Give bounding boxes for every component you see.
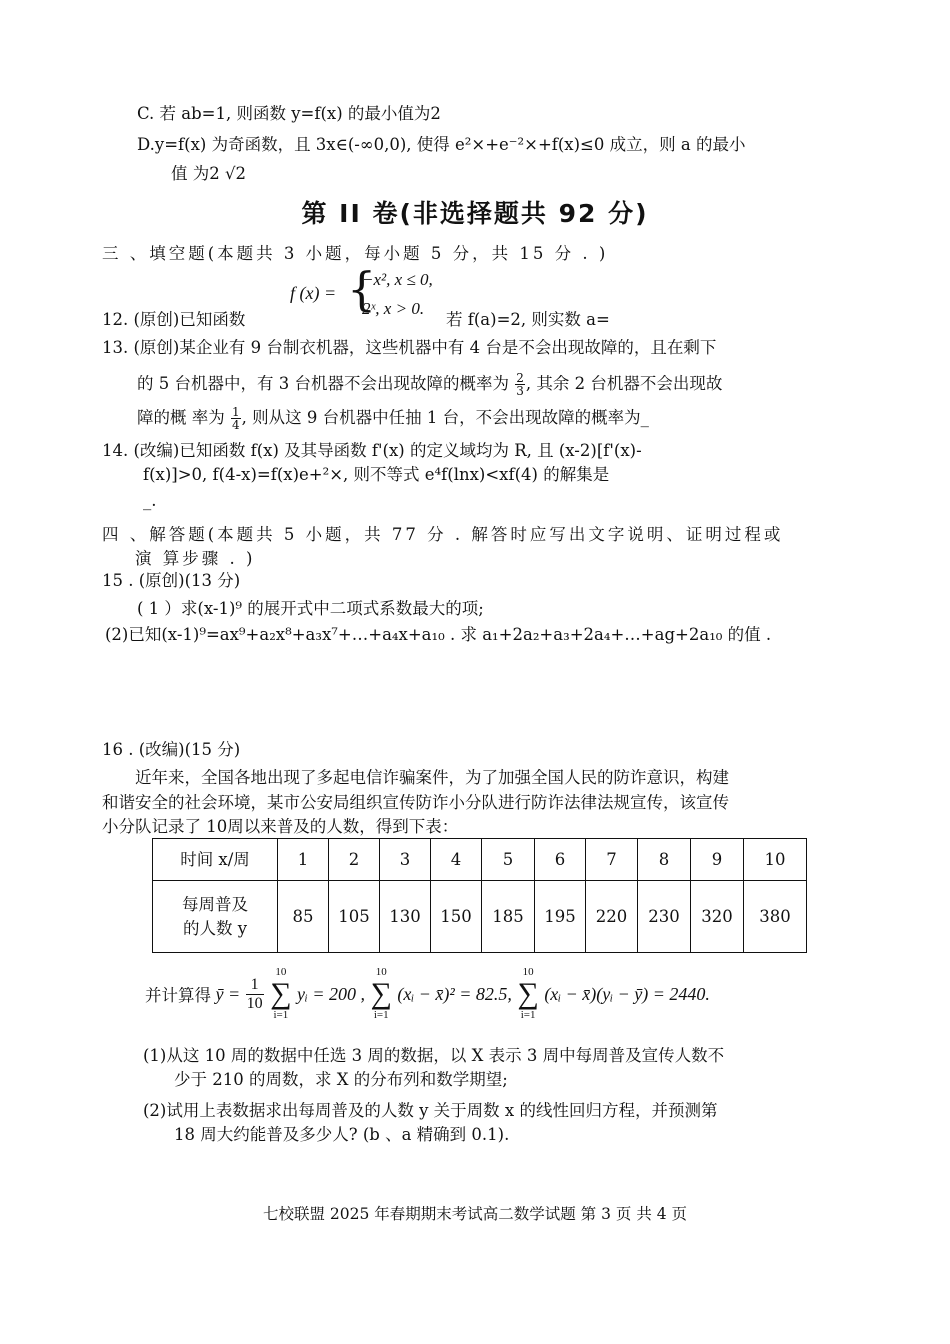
- table-cell: 380: [744, 881, 807, 953]
- q16-text-line1: 近年来，全国各地出现了多起电信诈骗案件，为了加强全国人民的防诈意识，构建: [135, 768, 729, 787]
- calc-prefix: 并计算得: [145, 986, 211, 1005]
- fraction-numerator: 2: [516, 371, 524, 385]
- fill-heading: 三 、填空题(本题共 3 小题，每小题 5 分，共 15 分 . ): [102, 244, 609, 263]
- section-title: 第 II 卷(非选择题共 92 分): [301, 199, 649, 228]
- sigma-symbol: [517, 966, 538, 1022]
- q16-head: 16 . (改编)(15 分): [102, 740, 241, 759]
- table-row-counts: [153, 881, 807, 953]
- fraction-one-tenth: [246, 976, 264, 1013]
- table-cell: 4: [431, 839, 482, 881]
- sigma-glyph: ∑: [270, 977, 292, 1010]
- q16-part2-line1: (2)试用上表数据求出每周普及的人数 y 关于周数 x 的线性回归方程，并预测第: [143, 1101, 718, 1120]
- table-cell: 3: [380, 839, 431, 881]
- q15-part1: ( 1 ）求(x-1)⁹ 的展开式中二项式系数最大的项;: [137, 599, 484, 618]
- fraction-two-thirds: [515, 372, 525, 397]
- table-header-count: [153, 881, 278, 953]
- table-cell: 320: [691, 881, 744, 953]
- q13-line3: [137, 406, 649, 431]
- fraction-denominator: 10: [246, 994, 263, 1012]
- q12-prefix: 12. (原创)已知函数: [102, 310, 246, 329]
- table-cell: 230: [638, 881, 691, 953]
- calc-term-3: (xᵢ − x̄)(yᵢ − ȳ) = 2440.: [544, 983, 710, 1004]
- table-cell: 220: [586, 881, 638, 953]
- table-cell: 130: [380, 881, 431, 953]
- sigma-symbol: [270, 966, 291, 1022]
- q16-text-line3: 小分队记录了 10周以来普及的人数，得到下表：: [102, 817, 459, 836]
- summation-formula: [145, 966, 710, 1036]
- sigma-glyph: ∑: [370, 977, 392, 1010]
- table-cell: 105: [329, 881, 380, 953]
- table-cell: 185: [482, 881, 535, 953]
- page-footer: 七校联盟 2025 年春期期末考试高二数学试题 第 3 页 共 4 页: [262, 1205, 688, 1223]
- fraction-denominator: 3: [516, 384, 524, 398]
- calc-term-2: (xᵢ − x̄)² = 82.5,: [397, 983, 512, 1004]
- table-cell: 7: [586, 839, 638, 881]
- table-header-week: 时间 x/周: [153, 839, 278, 881]
- q12-f-label: f (x) =: [290, 283, 337, 303]
- q16-part1-line1: (1)从这 10 周的数据中任选 3 周的数据，以 X 表示 3 周中每周普及宣传人数不: [143, 1046, 725, 1065]
- table-cell: 2: [329, 839, 380, 881]
- table-header-count-l1: 每周普及: [182, 894, 248, 914]
- fraction-one-quarter: [231, 406, 241, 431]
- fraction-denominator: 4: [232, 418, 240, 432]
- table-cell: 195: [535, 881, 586, 953]
- q13-line2-b: , 其余 2 台机器不会出现故: [525, 374, 723, 393]
- q14-line3: _.: [143, 491, 157, 510]
- table-cell: 150: [431, 881, 482, 953]
- sigma-upper-limit: 10: [275, 966, 287, 978]
- fraction-numerator: 1: [232, 405, 240, 419]
- q13-line1: 13. (原创)某企业有 9 台制衣机器，这些机器中有 4 台是不会出现故障的，且在剩下: [102, 338, 717, 357]
- table-header-count-l2: 的人数 y: [182, 918, 248, 938]
- sigma-lower-limit: i=1: [520, 1009, 536, 1021]
- q15-head: 15 . (原创)(13 分): [102, 571, 241, 590]
- q13-line2-a: 的 5 台机器中，有 3 台机器不会出现故障的概率为: [137, 374, 509, 393]
- q12-brace: {: [347, 262, 377, 316]
- table-cell: 6: [535, 839, 586, 881]
- q13-line2: [137, 372, 722, 397]
- solve-heading-line2: 演 算步骤 . ): [135, 549, 256, 568]
- sigma-upper-limit: 10: [375, 966, 387, 978]
- q15-part2: (2)已知(x-1)⁹=ax⁹+a₂x⁸+a₃x⁷+…+a₄x+a₁₀ . 求 a₁+2a₂+a₃+2a₄+…+ag+2a₁₀ 的值 .: [105, 625, 772, 644]
- q11-option-d-line2: 值 为2 √2: [171, 164, 246, 183]
- table-cell: 8: [638, 839, 691, 881]
- sigma-lower-limit: i=1: [373, 1009, 389, 1021]
- sigma-upper-limit: 10: [522, 966, 534, 978]
- q11-option-d-line1: D.y=f(x) 为奇函数，且 3x∈(-∞0,0), 使得 e²×+e⁻²×+f(x)≤0 成立，则 a 的最小: [137, 135, 746, 154]
- table-cell: 5: [482, 839, 535, 881]
- q11-option-c: C. 若 ab=1, 则函数 y=f(x) 的最小值为2: [137, 104, 441, 123]
- q12-piece-2: 2ˣ, x > 0.: [362, 299, 425, 318]
- q16-part1-line2: 少于 210 的周数，求 X 的分布列和数学期望;: [174, 1070, 508, 1089]
- table-cell: 9: [691, 839, 744, 881]
- calc-term-1: yᵢ = 200 ,: [297, 983, 366, 1004]
- q14-line1: 14. (改编)已知函数 f(x) 及其导函数 f'(x) 的定义域均为 R, 且 (x-2)[f'(x)-: [102, 441, 642, 460]
- q12-suffix: 若 f(a)=2, 则实数 a=: [446, 310, 610, 329]
- q16-part2-line2: 18 周大约能普及多少人? (b 、a 精确到 0.1).: [174, 1125, 510, 1144]
- sigma-lower-limit: i=1: [273, 1009, 289, 1021]
- fraction-numerator: 1: [246, 976, 264, 995]
- calc-ybar: ȳ =: [215, 983, 241, 1004]
- q14-line2: f(x)]>0, f(4-x)=f(x)e+²×, 则不等式 e⁴f(lnx)<xf(4) 的解集是: [143, 465, 610, 484]
- solve-heading-line1: 四 、解答题(本题共 5 小题，共 77 分 . 解答时应写出文字说明、证明过程或: [102, 525, 784, 544]
- weekly-data-table: [152, 838, 807, 953]
- q16-text-line2: 和谐安全的社会环境，某市公安局组织宣传防诈小分队进行防诈法律法规宣传，该宣传: [102, 793, 729, 812]
- table-cell: 1: [278, 839, 329, 881]
- table-cell: 85: [278, 881, 329, 953]
- q13-line3-a: 障的概 率为: [137, 408, 225, 427]
- sigma-symbol: [371, 966, 392, 1022]
- q12-piece-1: −x², x ≤ 0,: [362, 270, 433, 289]
- table-cell: 10: [744, 839, 807, 881]
- q13-line3-b: , 则从这 9 台机器中任抽 1 台，不会出现故障的概率为_: [241, 408, 649, 427]
- sigma-glyph: ∑: [517, 977, 539, 1010]
- table-row-weeks: [153, 839, 807, 881]
